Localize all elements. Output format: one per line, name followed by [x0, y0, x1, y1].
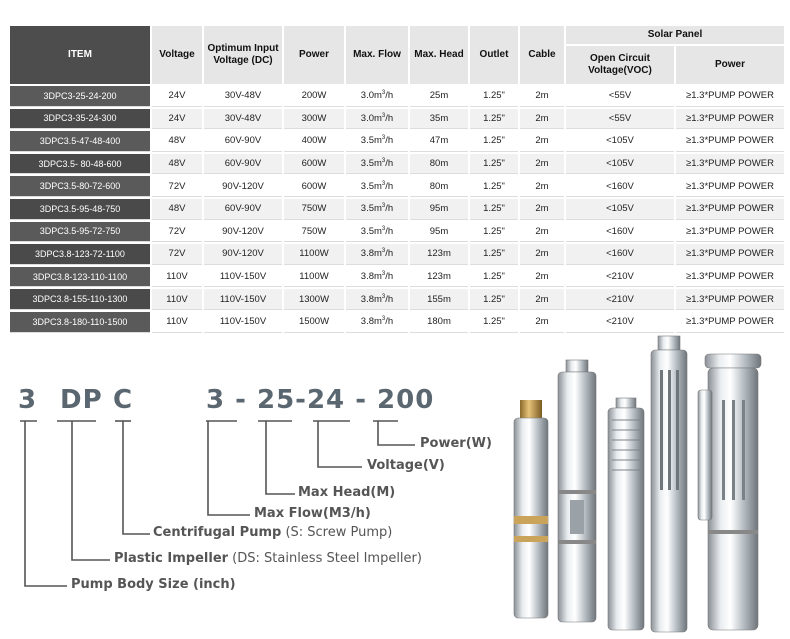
cell-voltage: 110V: [152, 267, 202, 288]
cell-input: 30V-48V: [204, 109, 282, 130]
cell-voltage: 24V: [152, 109, 202, 130]
cell-input: 90V-120V: [204, 176, 282, 197]
cell-power: 200W: [284, 86, 344, 107]
cell-cable: 2m: [520, 131, 564, 152]
cell-panel: ≥1.3*PUMP POWER: [676, 289, 784, 310]
cell-outlet: 1.25": [470, 267, 518, 288]
cell-power: 600W: [284, 154, 344, 175]
cell-outlet: 1.25": [470, 222, 518, 243]
cell-head: 95m: [410, 199, 468, 220]
pump-5: [698, 354, 761, 630]
cell-head: 95m: [410, 222, 468, 243]
cell-input: 30V-48V: [204, 86, 282, 107]
cell-flow: $3.5m^3/h$: [346, 154, 408, 175]
cell-panel: ≥1.3*PUMP POWER: [676, 312, 784, 333]
legend-max-flow: Max Flow(M3/h): [254, 506, 371, 521]
pump-1: [514, 400, 548, 618]
cell-outlet: 1.25": [470, 176, 518, 197]
cell-panel: ≥1.3*PUMP POWER: [676, 86, 784, 107]
cell-power: 750W: [284, 222, 344, 243]
cell-input: 60V-90V: [204, 154, 282, 175]
header-voltage: Voltage: [152, 26, 202, 84]
cell-outlet: 1.25": [470, 86, 518, 107]
cell-panel: ≥1.3*PUMP POWER: [676, 176, 784, 197]
cell-input: 60V-90V: [204, 131, 282, 152]
cell-flow: $3.8m^3/h$: [346, 312, 408, 333]
cell-flow: $3.5m^3/h$: [346, 131, 408, 152]
cell-voltage: 48V: [152, 131, 202, 152]
cell-item: 3DPC3-35-24-300: [10, 109, 150, 130]
cell-input: 110V-150V: [204, 267, 282, 288]
cell-flow: $3.8m^3/h$: [346, 289, 408, 310]
cell-cable: 2m: [520, 154, 564, 175]
header-power: Power: [284, 26, 344, 84]
cell-voltage: 48V: [152, 199, 202, 220]
cell-power: 400W: [284, 131, 344, 152]
cell-voc: <105V: [566, 154, 674, 175]
cell-cable: 2m: [520, 176, 564, 197]
cell-head: 123m: [410, 267, 468, 288]
cell-cable: 2m: [520, 109, 564, 130]
cell-outlet: 1.25": [470, 154, 518, 175]
cell-item: 3DPC3.5-95-72-750: [10, 222, 150, 243]
cell-power: 1500W: [284, 312, 344, 333]
cell-cable: 2m: [520, 199, 564, 220]
header-max-flow: Max. Flow: [346, 26, 408, 84]
cell-voc: <160V: [566, 244, 674, 265]
header-item: ITEM: [10, 26, 150, 84]
cell-item: 3DPC3.8-155-110-1300: [10, 289, 150, 310]
cell-input: 110V-150V: [204, 312, 282, 333]
cell-cable: 2m: [520, 312, 564, 333]
cell-flow: $3.8m^3/h$: [346, 267, 408, 288]
header-panel-power: Power: [676, 46, 784, 84]
cell-outlet: 1.25": [470, 109, 518, 130]
cell-head: 80m: [410, 154, 468, 175]
cell-voc: <160V: [566, 176, 674, 197]
cell-power: 300W: [284, 109, 344, 130]
cell-head: 123m: [410, 244, 468, 265]
cell-flow: $3.0m^3/h$: [346, 86, 408, 107]
code-pump-type: C: [113, 385, 134, 415]
cell-item: 3DPC3.5-47-48-400: [10, 131, 150, 152]
cell-input: 90V-120V: [204, 222, 282, 243]
cell-head: 35m: [410, 109, 468, 130]
code-impeller: DP: [60, 385, 103, 415]
cell-voltage: 110V: [152, 312, 202, 333]
legend-power: Power(W): [420, 436, 492, 451]
cell-item: 3DPC3.5-95-48-750: [10, 199, 150, 220]
cell-voc: <160V: [566, 222, 674, 243]
cell-flow: $3.5m^3/h$: [346, 176, 408, 197]
cell-head: 25m: [410, 86, 468, 107]
pump-3: [608, 398, 644, 630]
cell-power: 750W: [284, 199, 344, 220]
pump-4: [651, 336, 687, 632]
legend-max-head: Max Head(M): [298, 485, 396, 500]
cell-voc: <55V: [566, 86, 674, 107]
cell-item: 3DPC3-25-24-200: [10, 86, 150, 107]
legend-voltage: Voltage(V): [367, 458, 445, 473]
cell-cable: 2m: [520, 289, 564, 310]
cell-voc: <210V: [566, 312, 674, 333]
cell-voc: <210V: [566, 267, 674, 288]
cell-panel: ≥1.3*PUMP POWER: [676, 109, 784, 130]
cell-head: 180m: [410, 312, 468, 333]
header-optimum-input: Optimum Input Voltage (DC): [204, 26, 282, 84]
cell-panel: ≥1.3*PUMP POWER: [676, 244, 784, 265]
cell-voltage: 72V: [152, 176, 202, 197]
cell-voltage: 72V: [152, 244, 202, 265]
legend-plastic-impeller: Plastic Impeller (DS: Stainless Steel Impeller): [114, 551, 422, 566]
cell-power: 1100W: [284, 244, 344, 265]
cell-panel: ≥1.3*PUMP POWER: [676, 222, 784, 243]
cell-voltage: 24V: [152, 86, 202, 107]
cell-voltage: 48V: [152, 154, 202, 175]
legend-centrifugal-pump: Centrifugal Pump (S: Screw Pump): [153, 525, 393, 540]
cell-voltage: 72V: [152, 222, 202, 243]
cell-item: 3DPC3.8-180-110-1500: [10, 312, 150, 333]
cell-voc: <105V: [566, 131, 674, 152]
cell-input: 90V-120V: [204, 244, 282, 265]
cell-panel: ≥1.3*PUMP POWER: [676, 154, 784, 175]
cell-voc: <55V: [566, 109, 674, 130]
cell-flow: $3.5m^3/h$: [346, 199, 408, 220]
cell-outlet: 1.25": [470, 289, 518, 310]
solar-pump-illustration: [500, 330, 790, 635]
cell-head: 47m: [410, 131, 468, 152]
header-max-head: Max. Head: [410, 26, 468, 84]
cell-head: 80m: [410, 176, 468, 197]
cell-item: 3DPC3.5- 80-48-600: [10, 154, 150, 175]
cell-power: 1100W: [284, 267, 344, 288]
code-body-size: 3: [18, 385, 38, 415]
legend-pump-body-size: Pump Body Size (inch): [71, 577, 236, 592]
cell-panel: ≥1.3*PUMP POWER: [676, 267, 784, 288]
cell-item: 3DPC3.8-123-72-1100: [10, 244, 150, 265]
cell-power: 1300W: [284, 289, 344, 310]
cell-item: 3DPC3.5-80-72-600: [10, 176, 150, 197]
cell-flow: $3.8m^3/h$: [346, 244, 408, 265]
cell-panel: ≥1.3*PUMP POWER: [676, 199, 784, 220]
header-solar-panel: Solar Panel: [566, 26, 784, 44]
cell-cable: 2m: [520, 267, 564, 288]
cell-outlet: 1.25": [470, 312, 518, 333]
header-outlet: Outlet: [470, 26, 518, 84]
cell-input: 60V-90V: [204, 199, 282, 220]
cell-cable: 2m: [520, 244, 564, 265]
cell-outlet: 1.25": [470, 131, 518, 152]
cell-panel: ≥1.3*PUMP POWER: [676, 131, 784, 152]
pump-2: [558, 360, 596, 622]
cell-outlet: 1.25": [470, 244, 518, 265]
cell-cable: 2m: [520, 86, 564, 107]
cell-power: 600W: [284, 176, 344, 197]
cell-flow: $3.5m^3/h$: [346, 222, 408, 243]
cell-cable: 2m: [520, 222, 564, 243]
code-spec-numbers: 3 - 25-24 - 200: [206, 385, 435, 415]
cell-voc: <105V: [566, 199, 674, 220]
cell-item: 3DPC3.8-123-110-1100: [10, 267, 150, 288]
header-cable: Cable: [520, 26, 564, 84]
cell-input: 110V-150V: [204, 289, 282, 310]
cell-outlet: 1.25": [470, 199, 518, 220]
cell-voc: <210V: [566, 289, 674, 310]
cell-voltage: 110V: [152, 289, 202, 310]
cell-head: 155m: [410, 289, 468, 310]
cell-flow: $3.0m^3/h$: [346, 109, 408, 130]
header-open-circuit: Open Circuit Voltage(VOC): [566, 46, 674, 84]
